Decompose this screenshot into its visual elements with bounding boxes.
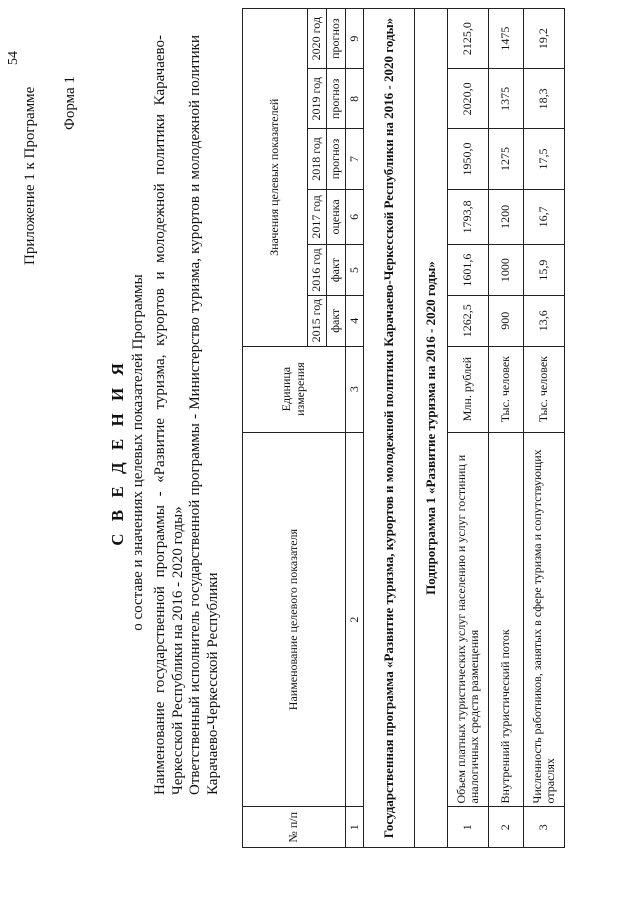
row-value: 1200 [489, 189, 524, 245]
row-name: Объем платных туристических услуг населению и услуг гостиниц и аналогичных средств размещения [448, 432, 489, 807]
form-label: Форма 1 [62, 76, 78, 130]
row-value: 1950,0 [448, 129, 489, 189]
row-num: 2 [489, 807, 524, 848]
row-value: 1475 [489, 9, 524, 69]
header-row-1 [243, 9, 308, 848]
subprogram-title-row [415, 9, 448, 848]
header-year: 2019 год [308, 69, 327, 129]
row-value: 19,2 [524, 9, 565, 69]
column-number: 7 [345, 129, 364, 189]
header-status: факт [326, 295, 345, 346]
row-value: 1000 [489, 245, 524, 296]
header-status: факт [326, 245, 345, 296]
row-value: 2020,0 [448, 69, 489, 129]
header-status: прогноз [326, 69, 345, 129]
table-row [489, 9, 524, 848]
row-unit: Тыс. человек [524, 346, 565, 432]
header-num: № п/п [243, 807, 346, 848]
table-row [524, 9, 565, 848]
row-value: 1601,6 [448, 245, 489, 296]
column-number: 2 [345, 432, 364, 807]
column-number: 9 [345, 9, 364, 69]
header-year: 2018 год [308, 129, 327, 189]
column-number: 3 [345, 346, 364, 432]
indicators-table [242, 8, 565, 848]
program-name-text: Наименование государственной программы - «Развитие туризма, курортов и молодежной политики Карачаево-Черкесской Республики на 2016 - 2020 годы» [152, 35, 186, 795]
row-num: 1 [448, 807, 489, 848]
row-value: 1262,5 [448, 295, 489, 346]
appendix-label: Приложение 1 к Программе [22, 86, 38, 265]
header-values-group: Значения целевых показателей [243, 9, 308, 347]
document-title: С В Е Д Е Н И Я [108, 359, 127, 546]
header-year: 2016 год [308, 245, 327, 296]
column-number: 6 [345, 189, 364, 245]
column-number: 4 [345, 295, 364, 346]
row-value: 2125,0 [448, 9, 489, 69]
row-value: 18,3 [524, 69, 565, 129]
header-status: прогноз [326, 129, 345, 189]
row-value: 1793,8 [448, 189, 489, 245]
row-value: 16,7 [524, 189, 565, 245]
row-value: 1375 [489, 69, 524, 129]
header-status: оценка [326, 189, 345, 245]
program-title-row [364, 9, 415, 848]
row-value: 13,6 [524, 295, 565, 346]
row-value: 1275 [489, 129, 524, 189]
table-row [448, 9, 489, 848]
row-num: 3 [524, 807, 565, 848]
header-year: 2017 год [308, 189, 327, 245]
executor-text: Ответственный исполнитель государственной программы - Министерство туризма, курортов и молодежной политики Карачаево-Черкесской Республики [187, 35, 222, 795]
intro-block [152, 35, 223, 795]
row-unit: Млн. рублей [448, 346, 489, 432]
subprogram-title: Подпрограмма 1 «Развитие туризма на 2016 - 2020 годы» [415, 9, 448, 848]
column-numbers-row [345, 9, 364, 848]
row-value: 15,9 [524, 245, 565, 296]
column-number: 5 [345, 245, 364, 296]
row-unit: Тыс. человек [489, 346, 524, 432]
document-subtitle: о составе и значениях целевых показателей Программы [130, 274, 146, 631]
program-title: Государственная программа «Развитие туризма, курортов и молодежной политики Карачаево-Черкесской Республики на 2016 - 2020 годы» [364, 9, 415, 848]
header-status: прогноз [326, 9, 345, 69]
header-unit: Единица измерения [243, 346, 346, 432]
column-number: 1 [345, 807, 364, 848]
column-number: 8 [345, 69, 364, 129]
row-value: 900 [489, 295, 524, 346]
header-year: 2015 год [308, 295, 327, 346]
page-number: 54 [6, 51, 21, 65]
row-name: Внутренний туристический поток [489, 432, 524, 807]
row-name: Численность работников, занятых в сфере туризма и сопутствующих отраслях [524, 432, 565, 807]
header-year: 2020 год [308, 9, 327, 69]
row-value: 17,5 [524, 129, 565, 189]
header-name: Наименование целевого показателя [243, 432, 346, 807]
